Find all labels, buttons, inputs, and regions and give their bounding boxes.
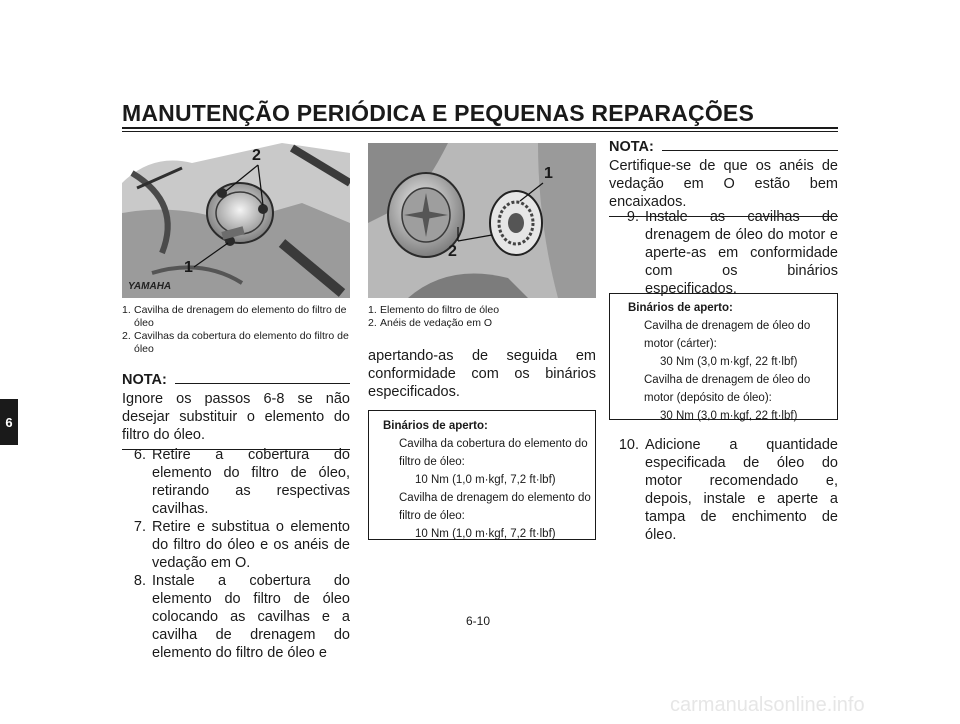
caption-item (368, 304, 596, 317)
step-number: 7. (133, 519, 146, 535)
nota-label: NOTA: (609, 139, 654, 155)
caption-text: Anéis de vedação em O (380, 317, 493, 329)
step-9 (609, 208, 838, 298)
page-number: 6-10 (466, 614, 491, 628)
step-text: Instale as cavilhas de drenagem de óleo do motor e aperte-as em conformidade com os binários especificados. (645, 209, 838, 297)
engine-illustration-middle (368, 143, 596, 298)
page-title: MANUTENÇÃO PERIÓDICA E PEQUENAS REPARAÇÕES (122, 100, 755, 126)
watermark: carmanualsonline.info (670, 694, 865, 716)
caption-item (122, 330, 350, 356)
torque-item-value: 10 Nm (1,0 m·kgf, 7,2 ft·lbf) (415, 474, 556, 486)
step-text: Retire e substitua o elemento do filtro do óleo e os anéis de vedação em O. (152, 519, 350, 571)
callout-2-middle: 2 (448, 243, 457, 260)
step-6 (122, 446, 350, 518)
torque-item-label: Cavilha de drenagem de óleo do motor (depósito de óleo): (644, 374, 811, 404)
title-rule-thin (122, 131, 838, 132)
title-rule (122, 127, 838, 129)
caption-item (368, 317, 596, 330)
nota-heading (609, 139, 838, 155)
torque-box-middle (368, 410, 596, 540)
torque-heading: Binários de aperto: (383, 420, 488, 432)
step-text: Instale a cobertura do elemento do filtro de óleo colocando as cavilhas e a cavilha de drenagem do elemento do filtro de óleo e (152, 573, 350, 661)
torque-heading: Binários de aperto: (628, 302, 733, 314)
torque-item-label: Cavilha de drenagem do elemento do filtro de óleo: (399, 492, 591, 522)
torque-item-value: 10 Nm (1,0 m·kgf, 7,2 ft·lbf) (415, 528, 556, 540)
engine-photo-middle (368, 143, 596, 298)
caption-number: 2. (122, 330, 131, 342)
caption-text: Elemento do filtro de óleo (380, 304, 500, 316)
caption-text: Cavilha de drenagem do elemento do filtro de óleo (134, 304, 347, 329)
yamaha-logo: YAMAHA (128, 281, 172, 292)
nota-text: Certifique-se de que os anéis de vedação em O estão bem encaixados. (609, 158, 838, 210)
nota-label: NOTA: (122, 372, 167, 388)
caption-number: 2. (368, 317, 377, 329)
step-number: 8. (133, 573, 146, 589)
step-text: Adicione a quantidade especificada de óleo do motor recomendado e, depois, instale e aperte a tampa de enchimento de óleo. (645, 437, 838, 543)
torque-item-label: Cavilha de drenagem de óleo do motor (cárter): (644, 320, 811, 350)
caption-text: Cavilhas da cobertura do elemento do filtro de óleo (134, 330, 349, 355)
step-number: 10. (618, 437, 639, 453)
step-10 (609, 436, 838, 544)
callout-1-left: 1 (184, 259, 193, 276)
caption-number: 1. (368, 304, 377, 316)
step-7 (122, 518, 350, 572)
engine-photo-left (122, 143, 350, 298)
torque-box-right (609, 293, 838, 420)
torque-item-value: 30 Nm (3,0 m·kgf, 22 ft·lbf) (660, 410, 798, 422)
step-number: 6. (133, 447, 146, 463)
caption-number: 1. (122, 304, 131, 316)
step-number: 9. (626, 209, 639, 225)
torque-item-value: 30 Nm (3,0 m·kgf, 22 ft·lbf) (660, 356, 798, 368)
nota-right (609, 139, 838, 217)
chapter-tab: 6 (0, 399, 18, 445)
caption-item (122, 304, 350, 330)
engine-illustration-left (122, 143, 350, 298)
step-8-continuation: apertando-as de seguida em conformidade com os binários especificados. (368, 348, 596, 400)
steps-left (122, 446, 350, 662)
torque-item-label: Cavilha da cobertura do elemento do filtro de óleo: (399, 438, 588, 468)
callout-2-left: 2 (252, 147, 261, 164)
nota-heading (122, 372, 350, 388)
nota-left (122, 372, 350, 450)
figure-left-captions (122, 304, 350, 356)
nota-text: Ignore os passos 6-8 se não desejar substituir o elemento do filtro do óleo. (122, 391, 350, 443)
callout-1-middle: 1 (544, 165, 553, 182)
step-text: Retire a cobertura do elemento do filtro de óleo, retirando as respectivas cavilhas. (152, 447, 350, 517)
step-8 (122, 572, 350, 662)
figure-middle-captions (368, 304, 596, 330)
